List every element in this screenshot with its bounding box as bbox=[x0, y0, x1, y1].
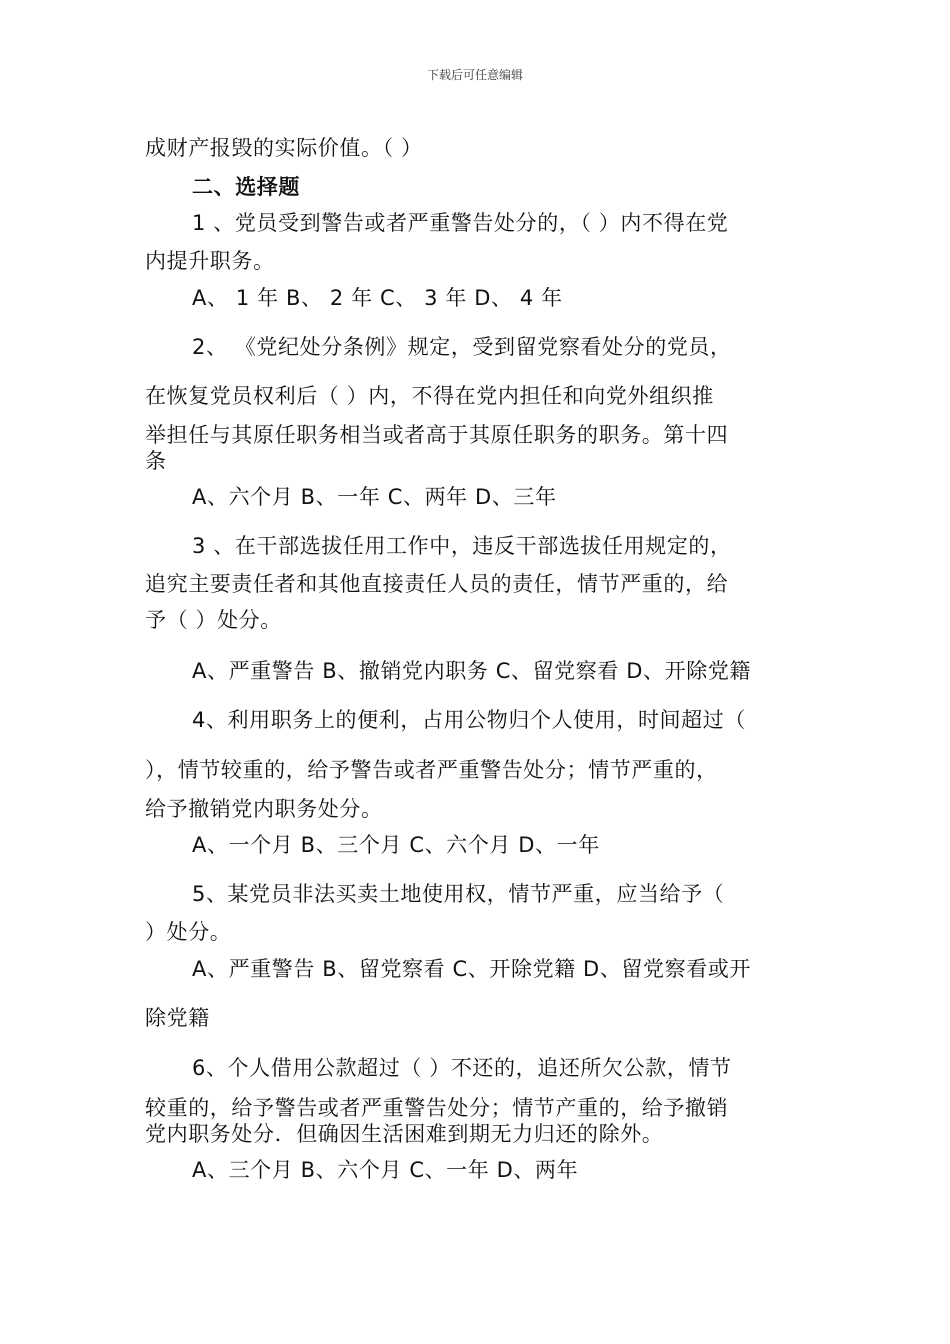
question-2-cont: 条 bbox=[145, 449, 167, 473]
question-5-cont: ）处分。 bbox=[145, 920, 232, 944]
text-line: 成财产报毁的实际价值。（ ） bbox=[145, 136, 423, 160]
question-5-options: A、严重警告 B、留党察看 C、开除党籍 D、留党察看或开 bbox=[192, 957, 752, 981]
question-1-cont: 内提升职务。 bbox=[145, 249, 275, 273]
question-2-cont: 在恢复党员权利后（ ）内，不得在党内担任和向党外组织推 bbox=[145, 384, 714, 408]
question-6-cont: 党内职务处分．但确因生活困难到期无力归还的除外。 bbox=[145, 1122, 664, 1146]
question-3-cont: 予（ ）处分。 bbox=[145, 608, 282, 632]
question-2: 2、 《党纪处分条例》规定，受到留党察看处分的党员， bbox=[192, 335, 732, 359]
section-heading: 二、选择题 bbox=[192, 175, 300, 199]
question-6: 6、个人借用公款超过（ ）不还的，追还所欠公款，情节 bbox=[192, 1056, 732, 1080]
question-6-options: A、三个月 B、六个月 C、一年 D、两年 bbox=[192, 1158, 579, 1182]
question-3-options: A、严重警告 B、撤销党内职务 C、留党察看 D、开除党籍 bbox=[192, 659, 752, 683]
question-3-cont: 追究主要责任者和其他直接责任人员的责任，情节严重的，给 bbox=[145, 572, 729, 596]
question-4-cont: 给予撤销党内职务处分。 bbox=[145, 797, 383, 821]
question-2-cont: 举担任与其原任职务相当或者高于其原任职务的职务。第十四 bbox=[145, 423, 729, 447]
question-1-options: A、 1 年 B、 2 年 C、 3 年 D、 4 年 bbox=[192, 286, 563, 310]
page-header: 下载后可任意编辑 bbox=[426, 68, 523, 82]
question-1: 1 、党员受到警告或者严重警告处分的，（ ）内不得在党 bbox=[192, 211, 729, 235]
question-6-cont: 较重的，给予警告或者严重警告处分；情节产重的，给予撤销 bbox=[145, 1096, 729, 1120]
question-2-options: A、六个月 B、一年 C、两年 D、三年 bbox=[192, 485, 557, 509]
question-3: 3 、在干部选拔任用工作中，违反干部选拔任用规定的， bbox=[192, 534, 732, 558]
question-4-cont: ），情节较重的，给予警告或者严重警告处分；情节严重的， bbox=[145, 758, 718, 782]
question-5-options-cont: 除党籍 bbox=[145, 1006, 210, 1030]
question-4-options: A、一个月 B、三个月 C、六个月 D、一年 bbox=[192, 833, 600, 857]
question-4: 4、利用职务上的便利，占用公物归个人使用，时间超过（ bbox=[192, 708, 746, 732]
question-5: 5、某党员非法买卖土地使用权，情节严重，应当给予（ bbox=[192, 882, 725, 906]
